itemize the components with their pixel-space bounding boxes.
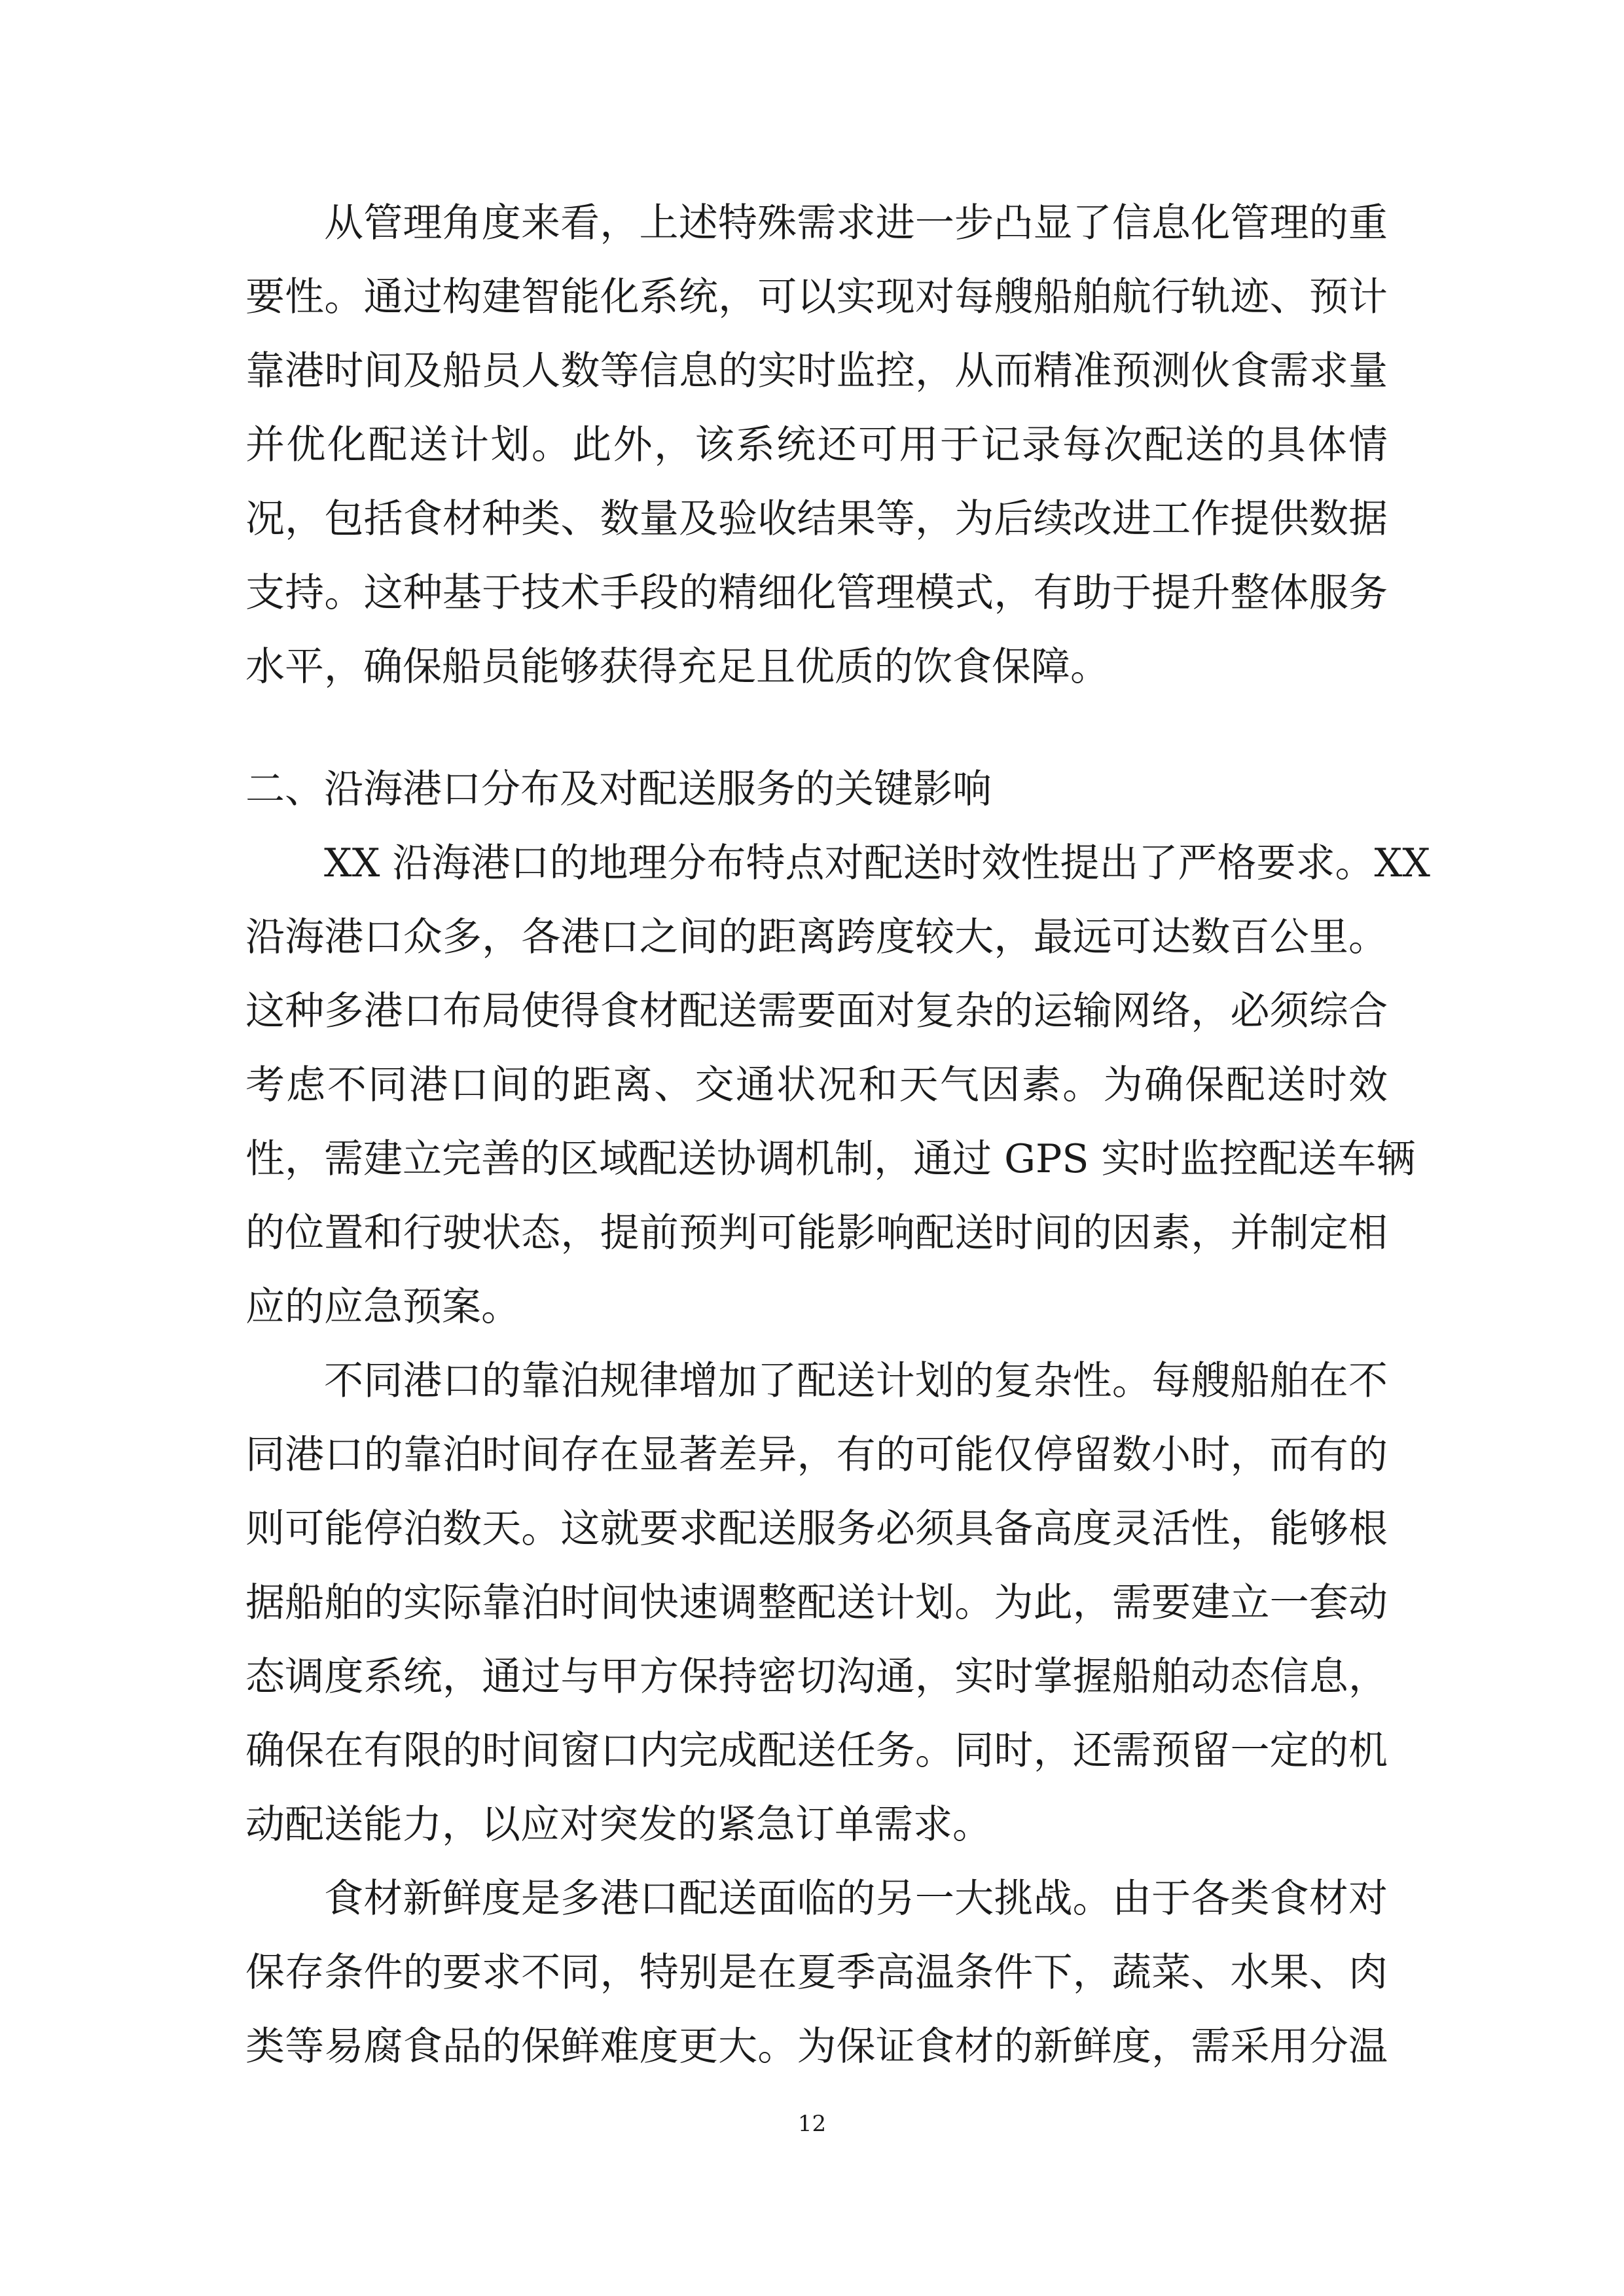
text-line: 这种多港口布局使得食材配送需要面对复杂的运输网络，必须综合	[245, 988, 1388, 1034]
text-line: 态调度系统，通过与甲方保持密切沟通，实时掌握船舶动态信息，	[245, 1654, 1388, 1700]
text-line: 要性。通过构建智能化系统，可以实现对每艘船舶航行轨迹、预计	[245, 274, 1388, 320]
text-line: 应的应急预案。	[245, 1284, 520, 1330]
text-line: 性，需建立完善的区域配送协调机制，通过 GPS 实时监控配送车辆	[245, 1136, 1416, 1182]
text-line: 不同港口的靠泊规律增加了配送计划的复杂性。每艘船舶在不	[324, 1358, 1388, 1404]
text-line: 则可能停泊数天。这就要求配送服务必须具备高度灵活性，能够根	[245, 1506, 1388, 1552]
paragraph-port-distribution	[245, 827, 1430, 1344]
paragraph-information-management	[245, 187, 1388, 704]
text-line: 并优化配送计划。此外，该系统还可用于记录每次配送的具体情	[245, 422, 1388, 468]
text-line: 食材新鲜度是多港口配送面临的另一大挑战。由于各类食材对	[324, 1876, 1388, 1922]
paragraph-food-freshness	[245, 1862, 1388, 2084]
paragraph-berthing-patterns	[245, 1344, 1388, 1862]
section-heading-text: 二、沿海港口分布及对配送服务的关键影响	[245, 766, 992, 812]
text-line: 支持。这种基于技术手段的精细化管理模式，有助于提升整体服务	[245, 570, 1388, 616]
text-line: 动配送能力，以应对突发的紧急订单需求。	[245, 1802, 992, 1848]
text-line: 考虑不同港口间的距离、交通状况和天气因素。为确保配送时效	[245, 1062, 1388, 1108]
text-line: 靠港时间及船员人数等信息的实时监控，从而精准预测伙食需求量	[245, 348, 1388, 394]
text-line: 类等易腐食品的保鲜难度更大。为保证食材的新鲜度，需采用分温	[245, 2024, 1388, 2070]
text-line: 的位置和行驶状态，提前预判可能影响配送时间的因素，并制定相	[245, 1210, 1388, 1256]
text-line: 从管理角度来看，上述特殊需求进一步凸显了信息化管理的重	[324, 200, 1388, 246]
page-number: 12	[797, 2111, 827, 2137]
text-line: 据船舶的实际靠泊时间快速调整配送计划。为此，需要建立一套动	[245, 1580, 1388, 1626]
text-line: 水平，确保船员能够获得充足且优质的饮食保障。	[245, 644, 1110, 690]
text-line: XX 沿海港口的地理分布特点对配送时效性提出了严格要求。XX	[324, 840, 1430, 886]
text-line: 况，包括食材种类、数量及验收结果等，为后续改进工作提供数据	[245, 496, 1388, 542]
text-line: 同港口的靠泊时间存在显著差异，有的可能仅停留数小时，而有的	[245, 1432, 1388, 1478]
text-line: 确保在有限的时间窗口内完成配送任务。同时，还需预留一定的机	[245, 1728, 1388, 1774]
text-line: 保存条件的要求不同，特别是在夏季高温条件下，蔬菜、水果、肉	[245, 1950, 1388, 1996]
text-line: 沿海港口众多，各港口之间的距离跨度较大，最远可达数百公里。	[245, 914, 1388, 960]
section-heading	[245, 753, 1388, 827]
